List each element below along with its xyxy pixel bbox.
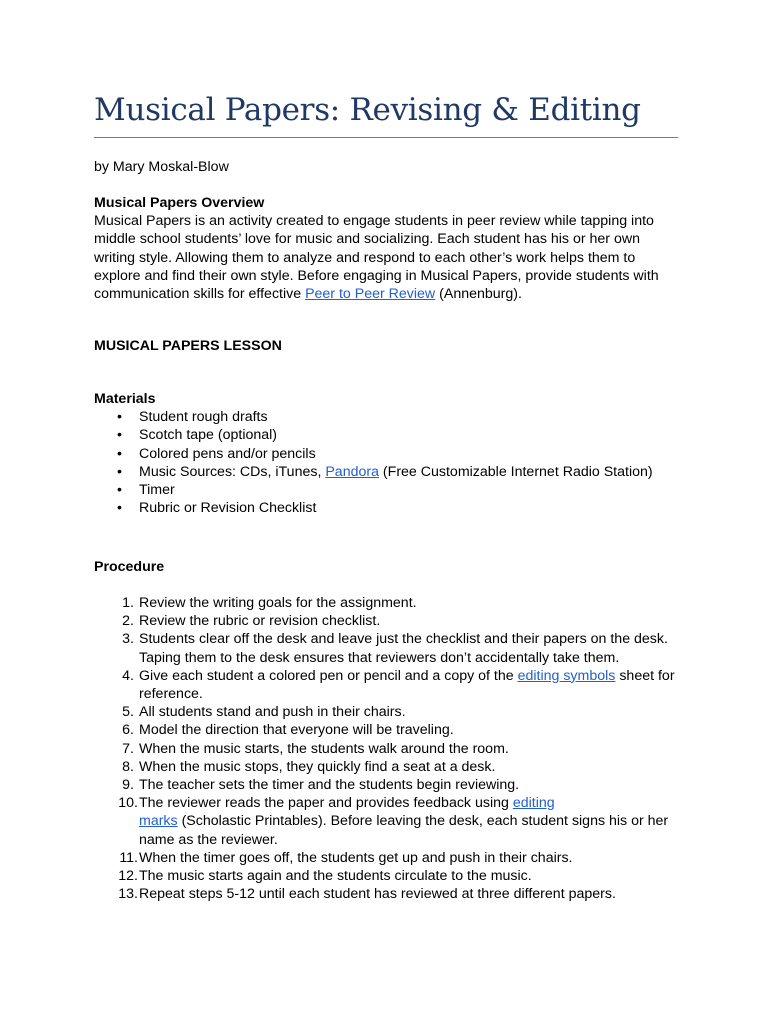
step-number: 12.	[118, 868, 138, 885]
procedure-list	[94, 594, 684, 903]
list-item: • Timer	[94, 481, 684, 499]
pandora-link[interactable]: Pandora	[325, 463, 379, 480]
step-number: 1.	[122, 595, 134, 611]
step-text: Review the writing goals for the assignment.	[139, 595, 417, 611]
step-text-end: sheet for reference.	[139, 667, 675, 703]
procedure-section	[94, 594, 684, 903]
step-number: 4.	[122, 667, 134, 684]
list-item	[94, 885, 684, 903]
list-item	[94, 776, 684, 794]
step-text: Give each student a colored pen or pencil and a copy of the	[139, 667, 518, 684]
step-text: The music starts again and the students circulate to the music.	[139, 868, 532, 885]
music-sources-text: Music Sources: CDs, iTunes,	[139, 463, 326, 480]
list-item: • Colored pens and/or pencils	[94, 445, 684, 463]
list-item	[94, 630, 684, 666]
author-line: by Mary Moskal-Blow	[94, 159, 229, 175]
materials-list	[94, 408, 684, 517]
overview-paragraph	[94, 212, 684, 303]
list-item	[94, 612, 684, 630]
procedure-heading: Procedure	[94, 559, 165, 575]
overview-text: Musical Papers is an activity created to engage students in peer review while tapping into middle school students’ love for music and socializing. Each student has his or her own writing style. Allowing them to analyze and respond to each other’s work helps them to explore and find their own style. Before engaging in Musical Papers, provide students with communication skills for effective	[94, 213, 659, 303]
materials-section	[94, 390, 684, 517]
step-text: The teacher sets the timer and the students begin reviewing.	[139, 777, 520, 794]
list-item	[94, 867, 684, 885]
step-text-end: (Scholastic Printables). Before leaving the desk, each student signs his or her name as the reviewer.	[139, 813, 669, 848]
list-item: • Scotch tape (optional)	[94, 426, 684, 444]
list-item	[94, 849, 684, 867]
list-item	[94, 740, 684, 758]
step-text: The reviewer reads the paper and provides feedback using	[139, 795, 513, 812]
pandora-description: (Free Customizable Internet Radio Station)	[378, 463, 653, 480]
list-item: • Student rough drafts	[94, 408, 684, 426]
overview-heading: Musical Papers Overview	[94, 195, 265, 211]
list-item	[94, 594, 684, 612]
step-text: When the music starts, the students walk around the room.	[139, 740, 509, 757]
lesson-heading: MUSICAL PAPERS LESSON	[94, 338, 282, 354]
step-number: 3.	[122, 631, 134, 648]
list-item	[94, 703, 684, 721]
step-text: When the music stops, they quickly find a seat at a desk.	[139, 758, 496, 775]
list-item	[94, 667, 684, 703]
list-item	[94, 794, 684, 849]
step-text: When the timer goes off, the students get up and push in their chairs.	[139, 849, 573, 866]
list-item	[94, 721, 684, 739]
step-number: 10.	[118, 795, 138, 812]
step-number: 2.	[122, 613, 134, 630]
list-item	[94, 758, 684, 776]
document-title: Musical Papers: Revising & Editing	[94, 92, 641, 128]
editing-marks-link[interactable]: marks	[139, 813, 178, 830]
step-number: 7.	[122, 740, 134, 757]
step-text: Model the direction that everyone will be traveling.	[139, 722, 454, 739]
overview-text-end: (Annenburg).	[435, 286, 522, 303]
peer-review-link[interactable]: Peer to Peer Review	[305, 286, 436, 303]
step-number: 13.	[118, 886, 138, 903]
step-number: 5.	[122, 704, 134, 721]
overview-section	[94, 194, 684, 303]
materials-heading: Materials	[94, 391, 156, 407]
step-text: Students clear off the desk and leave just the checklist and their papers on the desk. Taping them to the desk ensures that reviewers don’t accidentally take them.	[139, 631, 668, 666]
step-number: 11.	[119, 849, 138, 866]
list-item	[94, 463, 684, 481]
step-number: 8.	[122, 758, 134, 775]
list-item: • Rubric or Revision Checklist	[94, 499, 684, 517]
editing-link[interactable]: editing	[512, 795, 555, 812]
title-underline	[94, 137, 678, 138]
step-number: 9.	[122, 777, 134, 794]
step-text: Review the rubric or revision checklist.	[139, 613, 381, 630]
step-number: 6.	[122, 722, 134, 739]
editing-symbols-link[interactable]: editing symbols	[517, 667, 616, 684]
step-text: Repeat steps 5-12 until each student has reviewed at three different papers.	[139, 886, 616, 903]
step-text: All students stand and push in their chairs.	[139, 704, 406, 721]
